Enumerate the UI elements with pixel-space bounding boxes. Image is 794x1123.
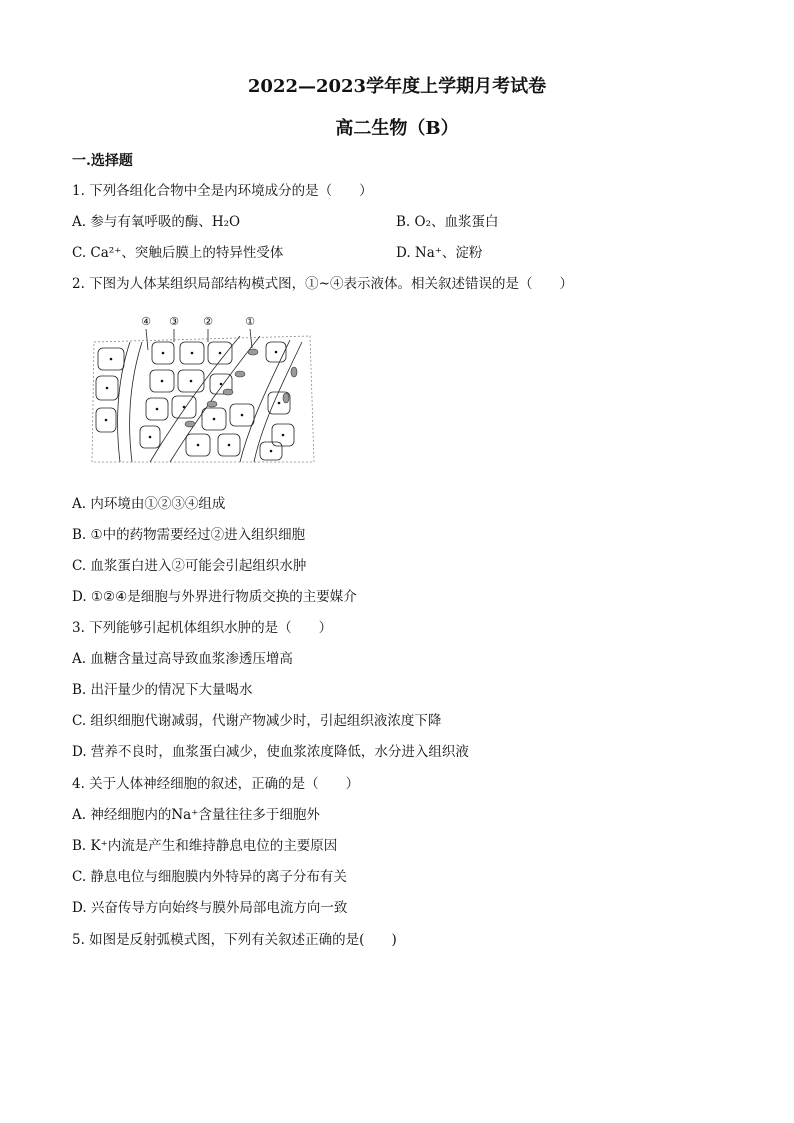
question-1-option-d: D. Na⁺、淀粉 [396,245,483,261]
question-2-stem: 2. 下图为人体某组织局部结构模式图，①~④表示液体。相关叙述错误的是（ ） [72,276,573,292]
exam-title: 2022—2023学年度上学期月考试卷 [247,76,547,97]
question-1-option-c: C. Ca²⁺、突触后膜上的特异性受体 [72,245,284,261]
question-4-stem: 4. 关于人体神经细胞的叙述，正确的是（ ） [72,776,360,792]
figure-label-1: ① [245,315,255,328]
question-4-option-d: D. 兴奋传导方向始终与膜外局部电流方向一致 [72,900,348,916]
question-4-option-a: A. 神经细胞内的Na⁺含量往往多于细胞外 [72,807,320,823]
question-2-option-b: B. ①中的药物需要经过②进入组织细胞 [72,527,306,543]
question-3-stem: 3. 下列能够引起机体组织水肿的是（ ） [72,620,333,636]
question-3-option-c: C. 组织细胞代谢减弱，代谢产物减少时，引起组织液浓度下降 [72,713,442,729]
question-4-option-c: C. 静息电位与细胞膜内外特异的离子分布有关 [72,869,347,885]
question-4-option-b: B. K⁺内流是产生和维持静息电位的主要原因 [72,838,338,854]
tissue-structure-figure [90,312,316,464]
question-5-stem: 5. 如图是反射弧模式图，下列有关叙述正确的是( ) [72,932,397,948]
question-2-option-c: C. 血浆蛋白进入②可能会引起组织水肿 [72,558,307,574]
question-2-option-a: A. 内环境由①②③④组成 [72,496,226,512]
section-heading: 一.选择题 [72,153,133,169]
question-3-option-a: A. 血糖含量过高导致血浆渗透压增高 [72,651,293,667]
exam-subtitle: 高二生物（B） [335,118,459,139]
figure-label-2: ② [203,315,213,328]
question-2-option-d: D. ①②④是细胞与外界进行物质交换的主要媒介 [72,589,357,605]
figure-label-3: ③ [169,315,179,328]
question-3-option-d: D. 营养不良时，血浆蛋白减少，使血浆浓度降低，水分进入组织液 [72,744,469,760]
question-3-option-b: B. 出汗量少的情况下大量喝水 [72,682,253,698]
question-1-option-a: A. 参与有氧呼吸的酶、H₂O [72,214,241,230]
question-1-stem: 1. 下列各组化合物中全是内环境成分的是（ ） [72,183,373,199]
figure-label-4: ④ [141,315,151,328]
question-1-option-b: B. O₂、血浆蛋白 [396,214,499,230]
